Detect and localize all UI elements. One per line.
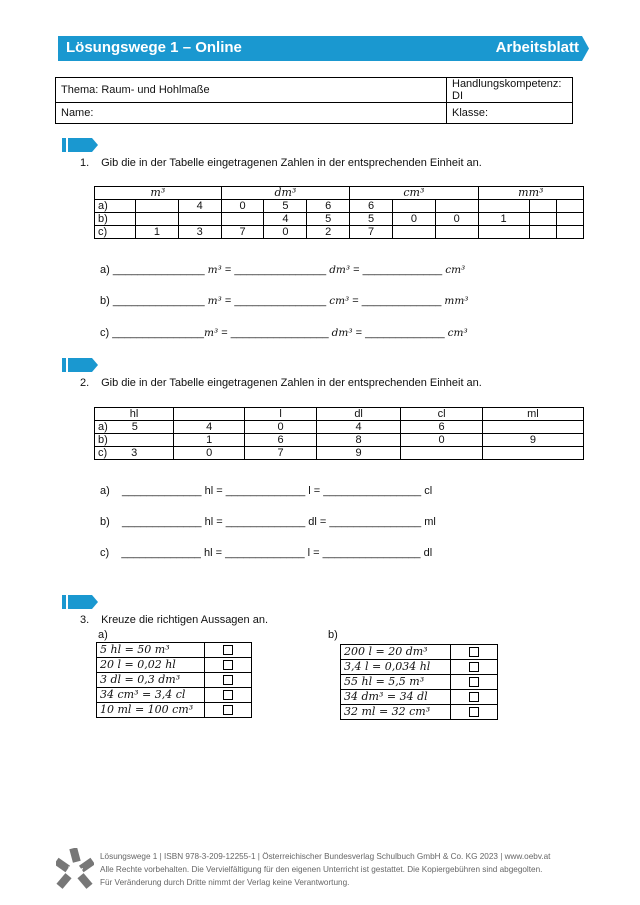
table-cell: 1: [136, 226, 179, 239]
table-cell: [529, 226, 556, 239]
unit: cm³: [329, 295, 350, 307]
table-cell: 6: [350, 200, 393, 213]
table-cell: [478, 226, 529, 239]
unit: hl: [204, 485, 214, 497]
line-label: c): [100, 547, 110, 559]
answer-line-2a[interactable]: a) _____________ hl = _____________ l = ________________ cl: [100, 485, 433, 497]
col-header: ml: [482, 408, 583, 421]
table-cell: 0: [401, 434, 482, 447]
unit: l: [307, 547, 311, 559]
table-cell: 4: [316, 421, 401, 434]
answer-line-1a[interactable]: a) _______________ m³ = _______________ dm³ = _____________ cm³: [100, 264, 466, 276]
statement: 34 cm³ = 3,4 cl: [97, 688, 205, 703]
table-cell: 7: [221, 226, 264, 239]
table-cell: 1: [478, 213, 529, 226]
table-cell: [435, 226, 478, 239]
table-row: [341, 645, 498, 660]
answer-line-2b[interactable]: b) _____________ hl = _____________ dl = _______________ ml: [100, 516, 436, 528]
table-cell: [529, 213, 556, 226]
table-row: [97, 658, 252, 673]
table-row: [341, 675, 498, 690]
table-row: [341, 690, 498, 705]
table-cell: [556, 200, 583, 213]
table-row: [95, 447, 584, 460]
unit-table-volume: [94, 186, 584, 239]
answer-line-1c[interactable]: c) _______________m³ = ________________ dm³ = _____________ cm³: [100, 327, 468, 339]
statements-table-b: [340, 644, 498, 720]
task-tag-1: [62, 138, 98, 152]
table-cell: 8: [316, 434, 401, 447]
table-cell: 7: [245, 447, 316, 460]
table-cell: [136, 200, 179, 213]
task-text: Gib die in der Tabelle eingetragenen Zahlen in der entsprechenden Einheit an.: [101, 157, 482, 169]
table-row: [97, 688, 252, 703]
unit: m³: [204, 327, 219, 339]
table-cell: [392, 226, 435, 239]
table-cell: c) 3: [95, 447, 174, 460]
col-header: cm³: [350, 187, 478, 200]
footer-line: Für Veränderung durch Dritte nimmt der Verlag keine Verantwortung.: [100, 878, 350, 887]
table-cell: 3: [178, 226, 221, 239]
footer-line: Lösungswege 1 | ISBN 978-3-209-12255-1 | Österreichischer Bundesverlag Schulbuch GmbH & Co. KG 2023 | www.oebv.at: [100, 852, 551, 861]
table-row: [95, 213, 584, 226]
col-header: mm³: [478, 187, 583, 200]
task-number: 2.: [80, 377, 90, 389]
unit-table-capacity: [94, 407, 584, 460]
table-cell: [556, 226, 583, 239]
task-text: Kreuze die richtigen Aussagen an.: [101, 614, 269, 626]
table-cell: [478, 200, 529, 213]
table-cell: 6: [245, 434, 316, 447]
name-field[interactable]: Name:: [56, 103, 447, 124]
table-row: [95, 200, 584, 213]
table-cell: 0: [435, 213, 478, 226]
unit: hl: [203, 547, 213, 559]
col-header: hl: [95, 408, 174, 421]
table-cell: 0: [264, 226, 307, 239]
statement: 20 l = 0,02 hl: [97, 658, 205, 673]
col-header: l: [245, 408, 316, 421]
table-cell: 0: [245, 421, 316, 434]
row-label: b): [95, 213, 136, 226]
table-row: [341, 660, 498, 675]
checkbox[interactable]: [469, 662, 479, 672]
table-cell: b): [95, 434, 174, 447]
table-cell: [221, 213, 264, 226]
unit: m³: [207, 295, 222, 307]
task-tag-2: [62, 358, 98, 372]
table-cell: 6: [307, 200, 350, 213]
statement: 55 hl = 5,5 m³: [341, 675, 451, 690]
table-cell: 0: [392, 213, 435, 226]
table-cell: [482, 447, 583, 460]
unit: dl: [423, 547, 433, 559]
checkbox[interactable]: [223, 645, 233, 655]
task-text: Gib die in der Tabelle eingetragenen Zahlen in der entsprechenden Einheit an.: [101, 377, 482, 389]
checkbox[interactable]: [469, 692, 479, 702]
header-doc-type: Arbeitsblatt: [495, 39, 579, 56]
oebv-logo: [56, 848, 94, 893]
table-cell: 9: [482, 434, 583, 447]
unit: dm³: [331, 327, 353, 339]
line-label: b): [100, 295, 110, 307]
line-label: a): [100, 264, 110, 276]
table-cell: 0: [174, 447, 245, 460]
unit: m³: [207, 264, 222, 276]
checkbox[interactable]: [223, 660, 233, 670]
col-header: cl: [401, 408, 482, 421]
table-cell: 1: [174, 434, 245, 447]
row-label: a): [95, 200, 136, 213]
answer-line-1b[interactable]: b) _______________ m³ = _______________ cm³ = _____________ mm³: [100, 295, 469, 307]
table-cell: [482, 421, 583, 434]
table-row: [97, 643, 252, 658]
footer-line: Alle Rechte vorbehalten. Die Vervielfältigung für den eigenen Unterricht ist gestattet. Die Kopiergebühren sind abgegolten.: [100, 865, 543, 874]
table-cell: 5: [350, 213, 393, 226]
competence-cell: Handlungskompetenz: DI: [447, 78, 573, 103]
checkbox[interactable]: [469, 647, 479, 657]
col-header: m³: [95, 187, 222, 200]
unit: cm³: [447, 327, 468, 339]
checkbox[interactable]: [469, 677, 479, 687]
checkbox[interactable]: [223, 690, 233, 700]
task-number: 1.: [80, 157, 90, 169]
table-row: [95, 421, 584, 434]
task-tag-3: [62, 595, 98, 609]
task-number: 3.: [80, 614, 90, 626]
table-cell: a) 5: [95, 421, 174, 434]
unit: l: [308, 485, 311, 497]
unit: hl: [204, 516, 214, 528]
header-banner: [58, 36, 589, 61]
task-3-prompt: [80, 614, 268, 626]
footer: [100, 850, 590, 889]
col-header: [174, 408, 245, 421]
unit: ml: [424, 516, 436, 528]
table-cell: [556, 213, 583, 226]
statement: 10 ml = 100 cm³: [97, 703, 205, 718]
statement: 34 dm³ = 34 dl: [341, 690, 451, 705]
table-cell: [392, 200, 435, 213]
part-a-label: a): [98, 629, 108, 641]
unit: cm³: [445, 264, 466, 276]
unit: cl: [424, 485, 433, 497]
table-cell: 4: [178, 200, 221, 213]
row-label: c): [95, 226, 136, 239]
col-header: dm³: [221, 187, 349, 200]
table-row: [95, 226, 584, 239]
header-title: Lösungswege 1 – Online: [66, 39, 242, 56]
statement: 32 ml = 32 cm³: [341, 705, 451, 720]
topic-cell: Thema: Raum- und Hohlmaße: [56, 78, 447, 103]
table-cell: 2: [307, 226, 350, 239]
table-row: [95, 434, 584, 447]
table-cell: [136, 213, 179, 226]
line-label: b): [100, 516, 110, 528]
table-cell: 0: [221, 200, 264, 213]
table-row: [97, 703, 252, 718]
unit: dm³: [329, 264, 351, 276]
table-cell: 5: [307, 213, 350, 226]
table-cell: [401, 447, 482, 460]
statement: 200 l = 20 dm³: [341, 645, 451, 660]
checkbox[interactable]: [223, 675, 233, 685]
table-cell: [178, 213, 221, 226]
statements-table-a: [96, 642, 252, 718]
table-row: [341, 705, 498, 720]
checkbox[interactable]: [469, 707, 479, 717]
task-1-prompt: [80, 157, 482, 169]
table-cell: 4: [264, 213, 307, 226]
table-cell: [435, 200, 478, 213]
task-2-prompt: [80, 377, 482, 389]
part-b-label: b): [328, 629, 338, 641]
line-label: c): [100, 327, 110, 339]
statement: 3,4 l = 0,034 hl: [341, 660, 451, 675]
table-cell: 4: [174, 421, 245, 434]
table-cell: 7: [350, 226, 393, 239]
statement: 3 dl = 0,3 dm³: [97, 673, 205, 688]
meta-table: [55, 77, 573, 124]
col-header: dl: [316, 408, 401, 421]
table-row: [97, 673, 252, 688]
unit: dl: [308, 516, 317, 528]
checkbox[interactable]: [223, 705, 233, 715]
unit: mm³: [444, 295, 469, 307]
table-cell: 5: [264, 200, 307, 213]
logo-text: öbv: [66, 865, 84, 875]
class-field[interactable]: Klasse:: [447, 103, 573, 124]
table-cell: 6: [401, 421, 482, 434]
statement: 5 hl = 50 m³: [97, 643, 205, 658]
table-cell: 9: [316, 447, 401, 460]
table-cell: [529, 200, 556, 213]
answer-line-2c[interactable]: c) _____________ hl = _____________ l = ________________ dl: [100, 547, 433, 559]
line-label: a): [100, 485, 110, 497]
